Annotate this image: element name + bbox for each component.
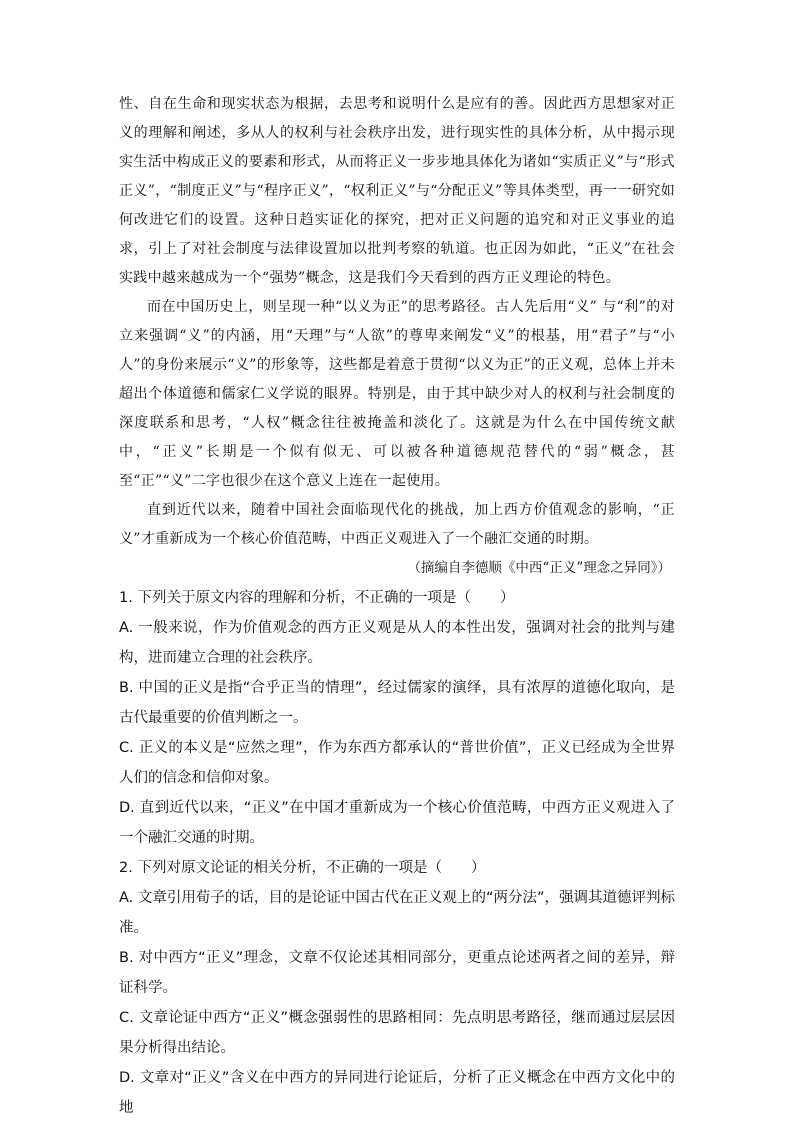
question-2-option-c: C. 文章论证中西方“正义”概念强弱性的思路相同：先点明思考路径，继而通过层层因果分析得出结论。 <box>119 1010 675 1056</box>
exam-page <box>119 90 675 1123</box>
question-2-stem: 2. 下列对原文论证的相关分析，不正确的一项是（ ） <box>119 860 486 876</box>
question-2-option-a: A. 文章引用荀子的话，目的是论证中国古代在正义观上的“两分法”，强调其道德评判标准。 <box>119 890 675 936</box>
question-1-option-d: D. 直到近代以来，“正义”在中国才重新成为一个核心价值范畴，中西方正义观进入了一个融汇交通的时期。 <box>119 800 675 846</box>
question-1-option-a: A. 一般来说，作为价值观念的西方正义观是从人的本性出发，强调对社会的批判与建构，进而建立合理的社会秩序。 <box>119 620 675 666</box>
passage-paragraph-1: 性、自在生命和现实状态为根据，去思考和说明什么是应有的善。因此西方思想家对正义的理解和阐述，多从人的权利与社会秩序出发，进行现实性的具体分析，从中揭示现实生活中构成正义的要素和形式，从而将正义一步步地具体化为诸如“实质正义”与“形式正义”，“制度正义”与“程序正义”，“权利正义”与“分配正义”等具体类型，再一一研究如何改进它们的设置。这种日趋实证化的探究，把对正义问题的追究和对正义事业的追求，引上了对社会制度与法律设置加以批判考察的轨道。也正因为如此，“正义”在社会实践中越来越成为一个“强势”概念，这是我们今天看到的西方正义理论的特色。 <box>119 96 675 286</box>
passage-paragraph-2: 而在中国历史上，则呈现一种“以义为正”的思考路径。古人先后用“义” 与“利”的对立来强调“义”的内涵，用“天理”与“人欲”的尊卑来阐发“义”的根基，用“君子”与“小人”的身份来展示“义”的形象等，这些都是着意于贯彻“以义为正”的正义观，总体上并未超出个体道德和儒家仁义学说的眼界。特别是，由于其中缺少对人的权利与社会制度的深度联系和思考，“人权”概念往往被掩盖和淡化了。这就是为什么在中国传统文献中，“正义”长期是一个似有似无、可以被各种道德规范替代的“弱”概念，甚至“正”“义”二字也很少在这个意义上连在一起使用。 <box>119 299 675 489</box>
question-1-option-c: C. 正义的本义是“应然之理”，作为东西方都承认的“普世价值”，正义已经成为全世界人们的信念和信仰对象。 <box>119 740 675 786</box>
question-list <box>119 583 675 1123</box>
question-1-stem: 1. 下列关于原文内容的理解和分析，不正确的一项是（ ） <box>119 590 515 606</box>
question-1-option-b: B. 中国的正义是指“合乎正当的情理”，经过儒家的演绎，具有浓厚的道德化取向，是古代最重要的价值判断之一。 <box>119 680 675 726</box>
question-2-option-d: D. 文章对“正义”含义在中西方的异同进行论证后，分析了正义概念在中西方文化中的地 <box>119 1070 675 1116</box>
passage-source: （摘编自李德顺《中西“正义”理念之异同》） <box>407 560 671 576</box>
passage-paragraph-3: 直到近代以来，随着中国社会面临现代化的挑战，加上西方价值观念的影响，“正义”才重新成为一个核心价值范畴，中西正义观进入了一个融汇交通的时期。 <box>119 502 675 547</box>
question-2-option-b: B. 对中西方“正义”理念，文章不仅论述其相同部分，更重点论述两者之间的差异，辩证科学。 <box>119 950 675 996</box>
